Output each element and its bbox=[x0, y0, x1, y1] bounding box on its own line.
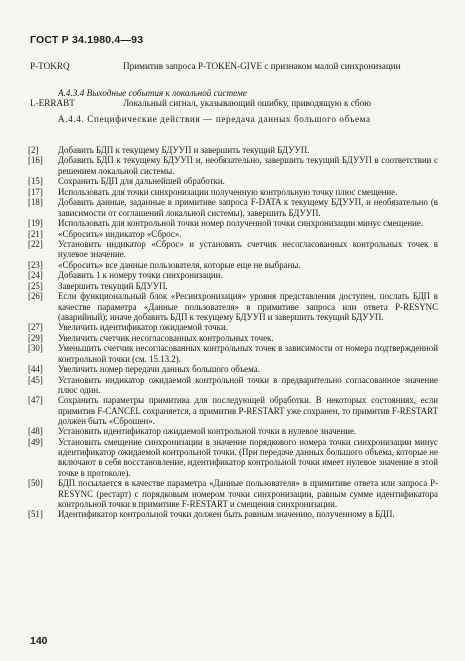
item-number: [17] bbox=[28, 186, 43, 197]
list-item bbox=[28, 375, 438, 396]
term-label: L-ERRABT bbox=[30, 98, 75, 108]
item-number: [51] bbox=[28, 509, 43, 520]
definition-l-errabt bbox=[30, 98, 455, 110]
list-item bbox=[28, 509, 438, 519]
item-number: [27] bbox=[28, 322, 43, 333]
list-item bbox=[28, 218, 438, 228]
item-number: [19] bbox=[28, 218, 43, 229]
item-number: [49] bbox=[28, 436, 43, 447]
item-text: Добавить данные, заданные в примитиве запроса F-DATA к текущему БДУУП, и необязательно (в зависимости от соглашений локальной системы), завершить БДУУП. bbox=[58, 197, 438, 218]
item-text: Добавить БДП к текущему БДУУП и завершить текущий БДУУП. bbox=[58, 145, 310, 155]
item-number: [2] bbox=[28, 145, 39, 155]
item-number: [50] bbox=[28, 478, 43, 489]
item-number: [47] bbox=[28, 395, 43, 406]
item-number: [48] bbox=[28, 426, 43, 437]
item-text: Добавить 1 к номеру точки синхронизации. bbox=[58, 270, 223, 281]
item-number: [15] bbox=[28, 176, 43, 187]
item-text: Уменьшить счетчик несогласованных контрольных точек в зависимости от номера подтвержденной контрольной точки (см. 15.13.2). bbox=[58, 343, 438, 364]
item-text: Увеличить номер передачи данных большого объема. bbox=[58, 364, 260, 375]
item-text: «Сбросить» все данные пользователя, которые еще не выбраны. bbox=[58, 259, 301, 270]
list-item bbox=[28, 281, 438, 291]
item-text: Использовать для точки синхронизации полученную контрольную точку плюс смещение. bbox=[58, 186, 398, 197]
item-text: Сохранить БДП для дальнейшей обработки. bbox=[58, 176, 225, 187]
item-text: Завершить текущий БДУУП. bbox=[58, 280, 168, 291]
item-number: [45] bbox=[28, 374, 43, 385]
list-item bbox=[28, 155, 438, 176]
item-text: Установить индикатор «Сброс» и установить счетчик несогласованных контрольных точек в нулевое значение. bbox=[58, 238, 438, 260]
list-item bbox=[28, 291, 438, 322]
page-number: 140 bbox=[30, 635, 48, 647]
item-text: «Сбросить» индикатор «Сброс». bbox=[58, 228, 182, 239]
item-number: [29] bbox=[28, 332, 43, 343]
item-text: Установить смещение синхронизации в значение порядкового номера точки синхронизации минус идентификатор ожидаемой контрольной точки. (При передаче данных большого объема, которые не включают в себя восстановление, идентификатор контрольной точки имеет нулевое значение в этой точке в протоколе). bbox=[58, 436, 438, 478]
action-list bbox=[28, 145, 438, 520]
list-item bbox=[28, 229, 438, 239]
item-number: [18] bbox=[28, 197, 43, 208]
item-number: [26] bbox=[28, 291, 43, 302]
list-item bbox=[28, 333, 438, 343]
item-text: Сохранить параметры примитива для последующей обработки. В некоторых состояниях, если примитив F-CANCEL сохраняется, а примитив P-RESTART уже сохранен, то примитив F-RESTART должен быть «Сброшен». bbox=[58, 395, 438, 426]
item-number: [16] bbox=[28, 155, 43, 166]
section-heading-local: A.4.3.4 Выходные события к локальной системе bbox=[58, 88, 247, 98]
item-text: Идентификатор контрольной точки должен быть равным значению, полученному в БДП. bbox=[58, 509, 395, 520]
list-item bbox=[28, 364, 438, 374]
item-text: Использовать для контрольной точки номер полученной точки синхронизации минус смещение. bbox=[58, 218, 424, 229]
term-definition: Локальный сигнал, указывающий ошибку, приводящую к сбою bbox=[123, 98, 372, 108]
list-item bbox=[28, 270, 438, 280]
item-text: Если функциональный блок «Ресинхронизация» уровня представления доступен, послать БДП в качестве параметра «Данные пользователя» в примитиве запроса или ответа P-RESYNC (аварийный); иначе добавить БДП к текущему БДУУП и завершить текущий БДУУП. bbox=[58, 291, 438, 322]
list-item bbox=[28, 239, 438, 260]
item-text: Установить идентификатор ожидаемой контрольной точки в нулевое значение. bbox=[58, 426, 357, 437]
list-item bbox=[28, 395, 438, 426]
list-item bbox=[28, 343, 438, 364]
list-item bbox=[28, 145, 438, 155]
item-text: БДП посылается в качестве параметра «Данные пользователя» в примитиве ответа или запроса P-RESYNC (рестарт) с порядковым номером точки синхронизации, равным сумме идентификатора контрольной точки в примитиве F-RESTART и смещения синхронизации. bbox=[58, 478, 438, 509]
term-label: P-TOKRQ bbox=[30, 61, 70, 71]
list-item bbox=[28, 197, 438, 218]
item-number: [44] bbox=[28, 364, 43, 375]
item-number: [24] bbox=[28, 270, 43, 281]
item-number: [25] bbox=[28, 280, 43, 291]
item-text: Установить индикатор ожидаемой контрольной точки в предварительно согласованное значение плюс один. bbox=[58, 374, 438, 395]
list-item bbox=[28, 426, 438, 436]
item-text: Добавить БДП к текущему БДУУП и, необязательно, завершить текущий БДУУП в соответствии с решением локальной системы. bbox=[58, 155, 438, 176]
list-item bbox=[28, 187, 438, 197]
item-number: [30] bbox=[28, 343, 43, 354]
item-number: [23] bbox=[28, 259, 43, 270]
list-item bbox=[28, 176, 438, 186]
document-header: ГОСТ Р 34.1980.4—93 bbox=[30, 34, 144, 46]
item-text: Увеличить счетчик несогласованных контрольных точек. bbox=[58, 332, 274, 343]
section-heading-actions: А.4.4. Специфические действия — передача данных большого объема bbox=[58, 114, 371, 124]
definition-p-tokrq bbox=[30, 61, 455, 85]
list-item bbox=[28, 260, 438, 270]
list-item bbox=[28, 437, 438, 478]
item-text: Увеличить идентификатор ожидаемой точки. bbox=[58, 322, 228, 333]
list-item bbox=[28, 322, 438, 332]
list-item bbox=[28, 478, 438, 509]
item-number: [22] bbox=[28, 238, 43, 249]
term-definition: Примитив запроса P-TOKEN-GIVE с признаком малой синхронизации bbox=[123, 61, 401, 71]
item-number: [21] bbox=[28, 228, 43, 239]
